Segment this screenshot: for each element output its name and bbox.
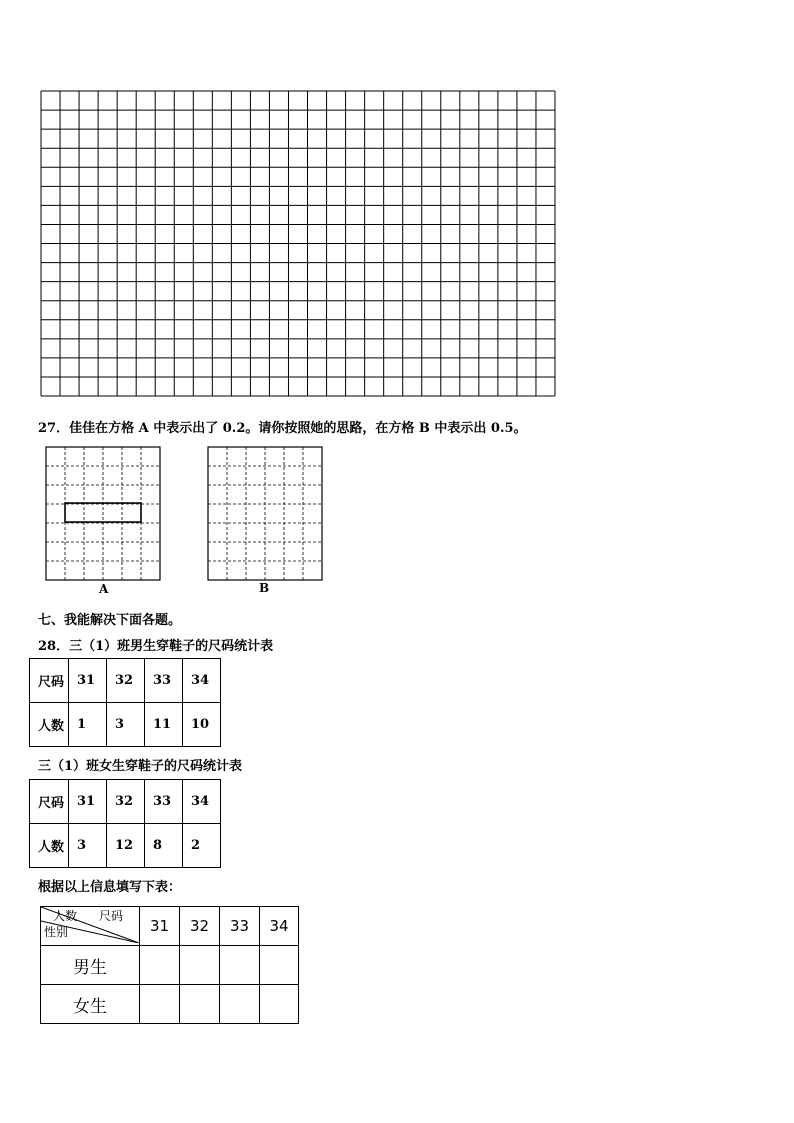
answer-cell[interactable] [260,946,299,985]
answer-cell[interactable] [180,946,220,985]
answer-cell[interactable] [140,985,180,1024]
table-row [41,907,299,946]
boys-size-table [29,658,221,747]
size-cell: 31 [69,659,107,703]
size-cell: 32 [107,780,145,824]
count-cell: 2 [183,824,221,868]
table-row [30,824,221,868]
diagonal-header-cell [41,907,140,946]
count-cell: 10 [183,703,221,747]
fill-in-table [40,906,299,1024]
corner-gender-label: 性别 [44,925,69,939]
size-cell: 31 [69,780,107,824]
count-cell: 12 [107,824,145,868]
size-header: 33 [220,907,260,946]
table-row [30,703,221,747]
table-row [30,659,221,703]
question-27-text: 27．佳佳在方格 A 中表示出了 0.2。请你按照她的思路，在方格 B 中表示出 0.5。 [38,421,527,436]
size-header: 32 [180,907,220,946]
girls-size-table [29,779,221,868]
count-cell: 3 [69,824,107,868]
table-row [30,780,221,824]
size-cell: 33 [145,780,183,824]
count-cell: 11 [145,703,183,747]
answer-cell[interactable] [220,946,260,985]
size-cell: 34 [183,659,221,703]
size-header: 34 [260,907,299,946]
count-cell: 1 [69,703,107,747]
fill-instruction: 根据以上信息填写下表： [38,880,182,895]
grid-b [207,446,323,582]
row-label: 人数 [30,824,69,868]
boys-row-label: 男生 [41,946,140,985]
grid-a-label: A [99,582,109,596]
answer-cell[interactable] [260,985,299,1024]
answer-cell[interactable] [180,985,220,1024]
answer-cell[interactable] [140,946,180,985]
row-label: 尺码 [30,659,69,703]
boys-table-title: 28．三（1）班男生穿鞋子的尺码统计表 [38,639,274,654]
size-cell: 33 [145,659,183,703]
table-row [41,985,299,1024]
count-cell: 8 [145,824,183,868]
section-7-title: 七、我能解决下面各题。 [38,613,182,628]
grid-b-label: B [259,581,270,595]
table-row [41,946,299,985]
corner-size-label: 尺码 [99,909,124,923]
count-cell: 3 [107,703,145,747]
row-label: 人数 [30,703,69,747]
size-cell: 34 [183,780,221,824]
size-cell: 32 [107,659,145,703]
size-header: 31 [140,907,180,946]
girls-row-label: 女生 [41,985,140,1024]
answer-cell[interactable] [220,985,260,1024]
row-label: 尺码 [30,780,69,824]
grid-a [45,446,161,582]
answer-grid [40,90,556,397]
corner-people-label: 人数 [53,909,78,923]
girls-table-title: 三（1）班女生穿鞋子的尺码统计表 [38,759,243,774]
